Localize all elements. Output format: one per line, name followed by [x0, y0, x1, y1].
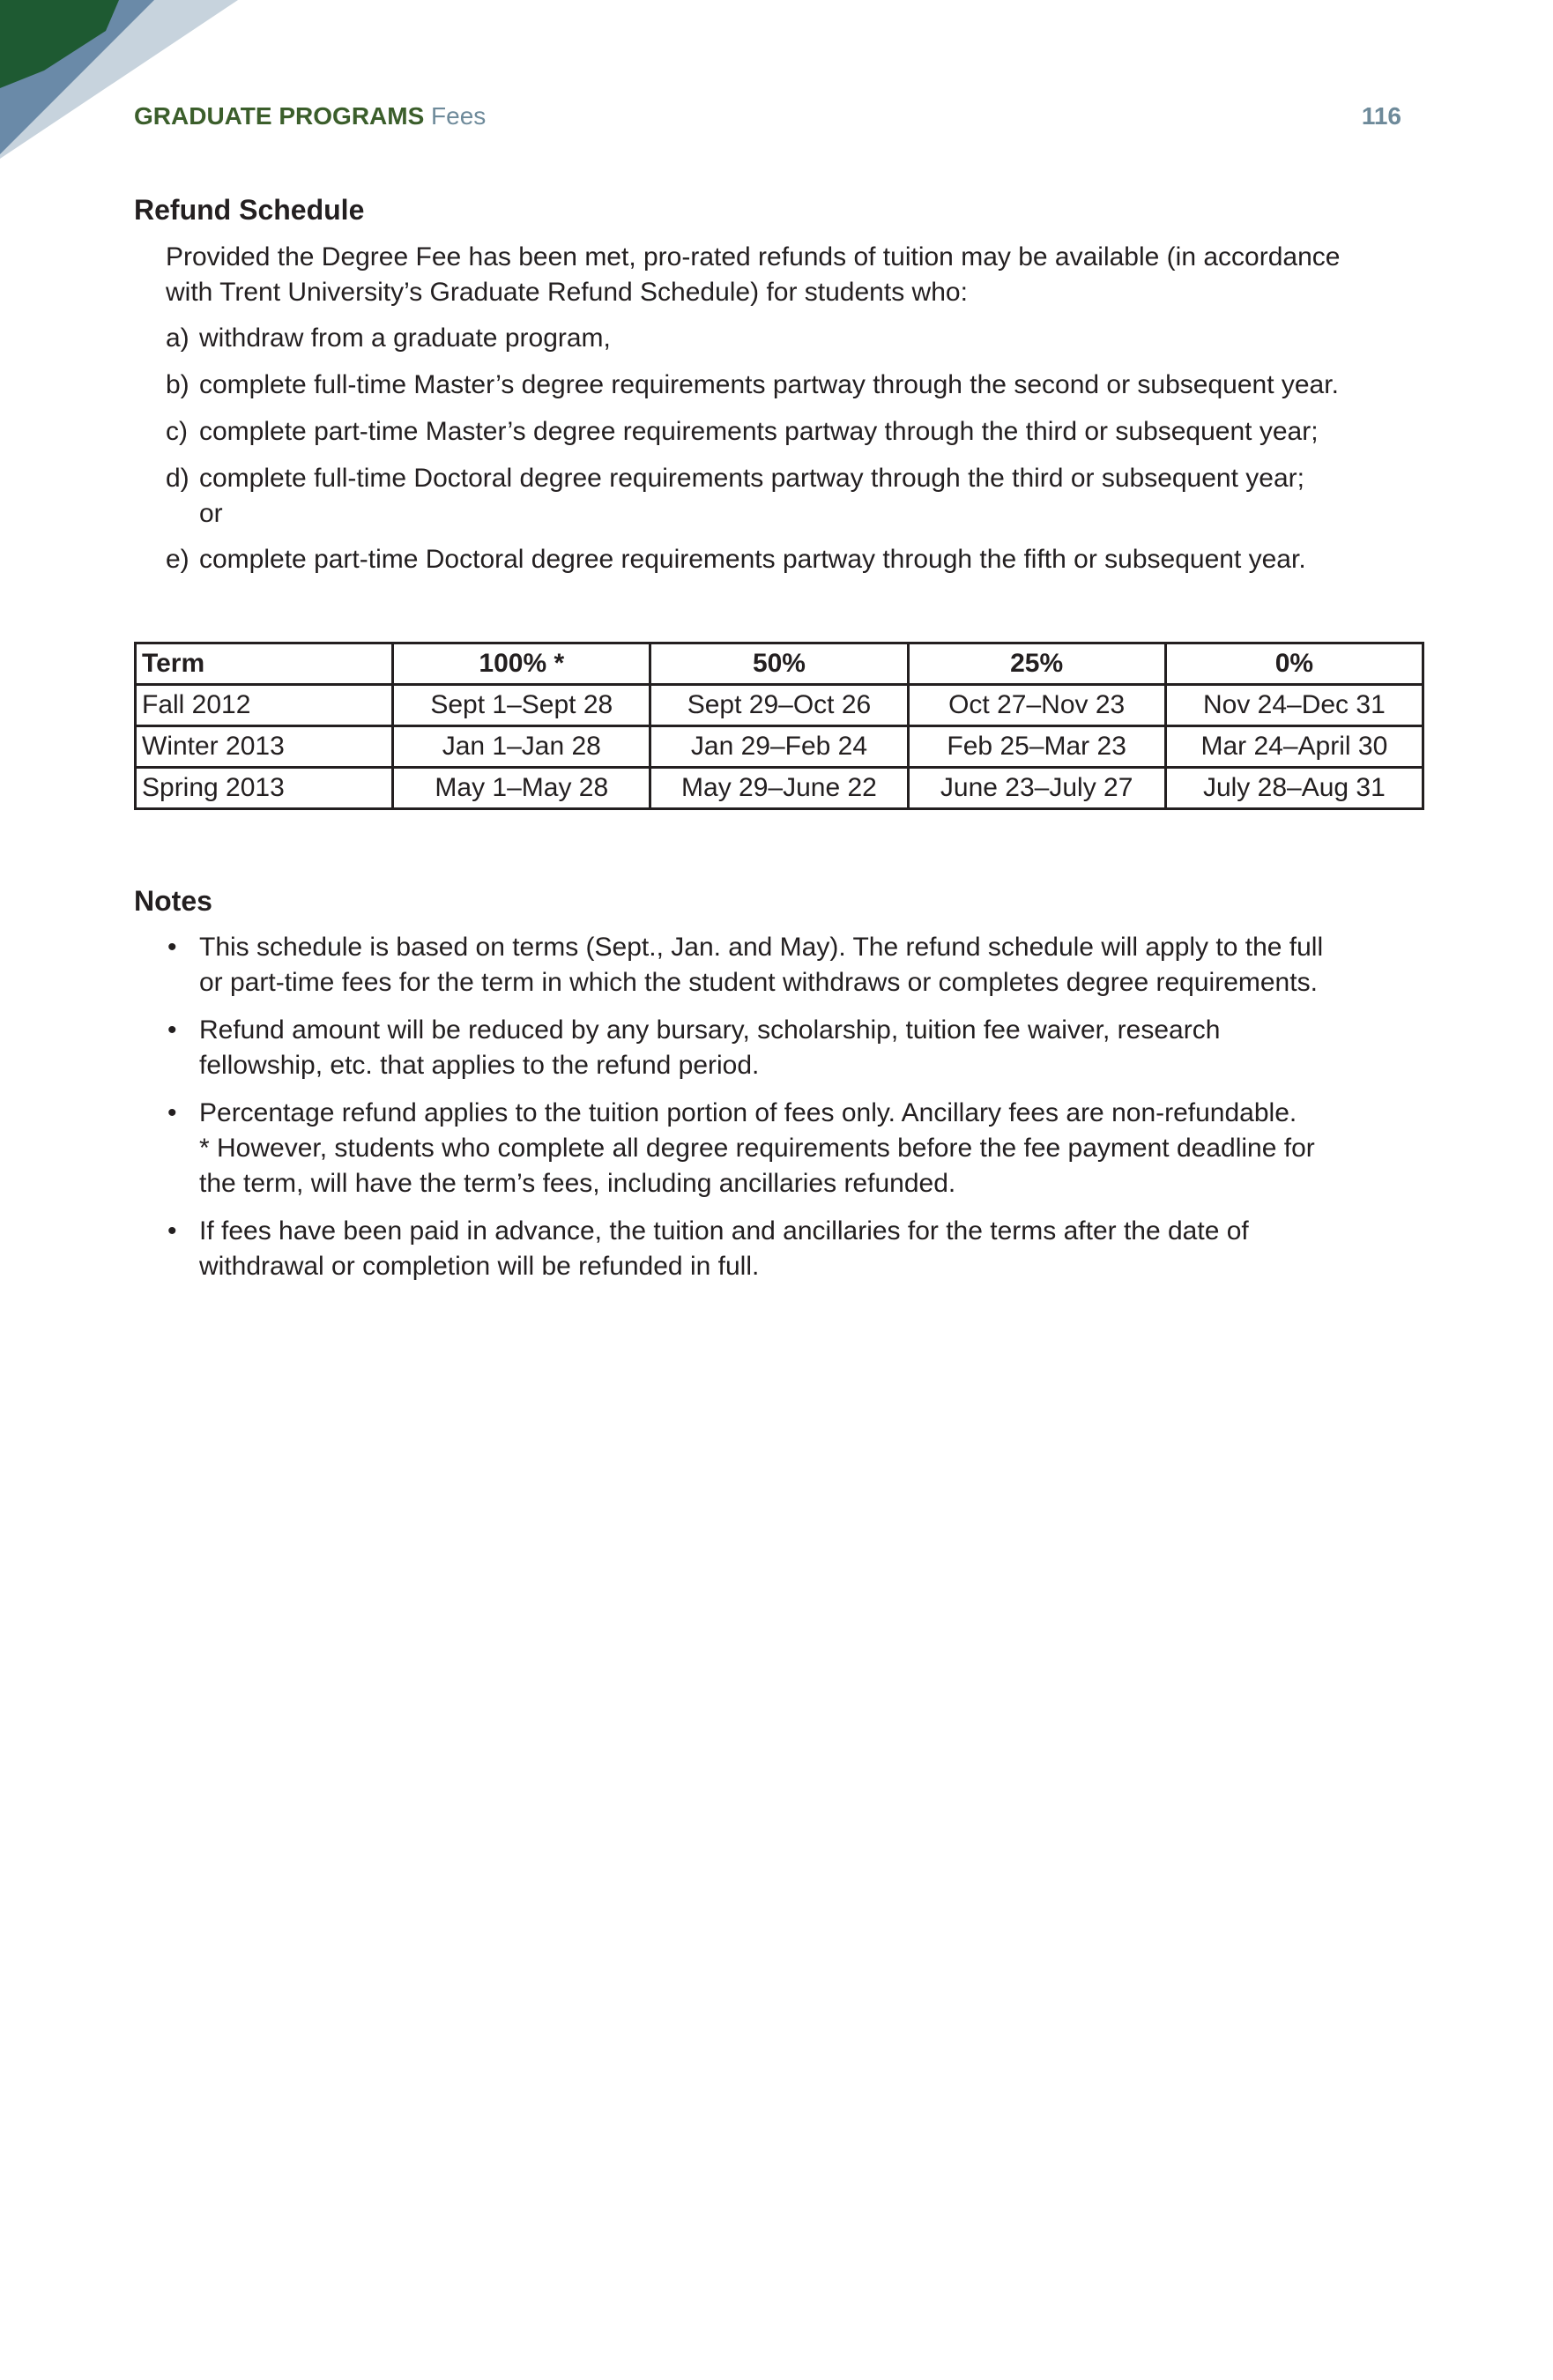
page-number: 116: [1361, 102, 1401, 130]
header-100-percent: 100% *: [393, 643, 650, 685]
refund-schedule-table: [134, 642, 1424, 810]
list-item-label: e): [166, 545, 189, 574]
table-cell-term: Fall 2012: [136, 685, 393, 726]
table-header-row: [136, 643, 1423, 685]
table-row: [136, 685, 1423, 726]
corner-decoration: [0, 0, 264, 159]
list-item-label: a): [166, 324, 189, 353]
list-item: [166, 461, 1435, 532]
list-item: [166, 414, 1435, 450]
intro-line-1: Provided the Degree Fee has been met, pro-rated refunds of tuition may be available (in accordance: [166, 242, 1341, 271]
list-item-label: b): [166, 370, 189, 399]
list-item-text: withdraw from a graduate program,: [199, 324, 611, 353]
notes-line: If fees have been paid in advance, the tuition and ancillaries for the terms after the date of: [199, 1216, 1249, 1246]
notes-line: * However, students who complete all degree requirements before the fee payment deadline for: [199, 1134, 1315, 1163]
list-item-text: complete part-time Master’s degree requirements partway through the third or subsequent year;: [199, 417, 1319, 446]
table-row: [136, 726, 1423, 768]
table-cell-term: Winter 2013: [136, 726, 393, 768]
notes-line: the term, will have the term’s fees, including ancillaries refunded.: [199, 1169, 956, 1198]
header-subsection: Fees: [431, 102, 487, 130]
bullet: •: [167, 1015, 177, 1045]
header-title: [134, 99, 486, 134]
table-cell: May 1–May 28: [393, 768, 650, 809]
table-cell: Jan 29–Feb 24: [650, 726, 908, 768]
header-0-percent: 0%: [1165, 643, 1423, 685]
table-row: [136, 768, 1423, 809]
list-item-text: complete full-time Doctoral degree requirements partway through the third or subsequent year;: [199, 464, 1304, 493]
notes-item: [166, 1096, 1435, 1201]
notes-line: Percentage refund applies to the tuition portion of fees only. Ancillary fees are non-refundable.: [199, 1098, 1297, 1127]
notes-item: [166, 930, 1435, 1000]
list-item: [166, 321, 1435, 356]
notes-line: withdrawal or completion will be refunded in full.: [199, 1252, 760, 1281]
table-cell: Mar 24–April 30: [1165, 726, 1423, 768]
table-cell: May 29–June 22: [650, 768, 908, 809]
table-cell: Oct 27–Nov 23: [908, 685, 1165, 726]
notes-line: fellowship, etc. that applies to the refund period.: [199, 1051, 760, 1080]
table-cell: Sept 29–Oct 26: [650, 685, 908, 726]
table-cell: Sept 1–Sept 28: [393, 685, 650, 726]
bullet: •: [167, 933, 177, 962]
notes-item: [166, 1214, 1435, 1284]
table-cell: Jan 1–Jan 28: [393, 726, 650, 768]
notes-list: [166, 930, 1435, 1297]
table-cell: July 28–Aug 31: [1165, 768, 1423, 809]
table-cell-term: Spring 2013: [136, 768, 393, 809]
header-50-percent: 50%: [650, 643, 908, 685]
table-cell: Feb 25–Mar 23: [908, 726, 1165, 768]
header-term: Term: [136, 643, 393, 685]
list-item-text: complete full-time Master’s degree requirements partway through the second or subsequent year.: [199, 370, 1339, 399]
list-item-text: complete part-time Doctoral degree requirements partway through the fifth or subsequent year.: [199, 545, 1306, 574]
list-item-continuation: or: [199, 499, 223, 528]
bullet: •: [167, 1216, 177, 1246]
notes-line: This schedule is based on terms (Sept., Jan. and May). The refund schedule will apply to the full: [199, 933, 1324, 962]
bullet: •: [167, 1098, 177, 1127]
table-cell: Nov 24–Dec 31: [1165, 685, 1423, 726]
list-item: [166, 542, 1435, 577]
list-item-label: d): [166, 464, 189, 493]
table-cell: June 23–July 27: [908, 768, 1165, 809]
header-section: GRADUATE PROGRAMS: [134, 102, 425, 130]
refund-schedule-heading: Refund Schedule: [134, 194, 365, 226]
notes-item: [166, 1013, 1435, 1083]
notes-line: Refund amount will be reduced by any bursary, scholarship, tuition fee waiver, research: [199, 1015, 1221, 1045]
list-item-label: c): [166, 417, 188, 446]
header-25-percent: 25%: [908, 643, 1165, 685]
running-header: [134, 99, 1401, 134]
intro-line-2: with Trent University’s Graduate Refund Schedule) for students who:: [166, 278, 968, 307]
notes-heading: Notes: [134, 885, 212, 917]
list-item: [166, 368, 1435, 403]
notes-line: or part-time fees for the term in which the student withdraws or completes degree requirements.: [199, 968, 1318, 997]
